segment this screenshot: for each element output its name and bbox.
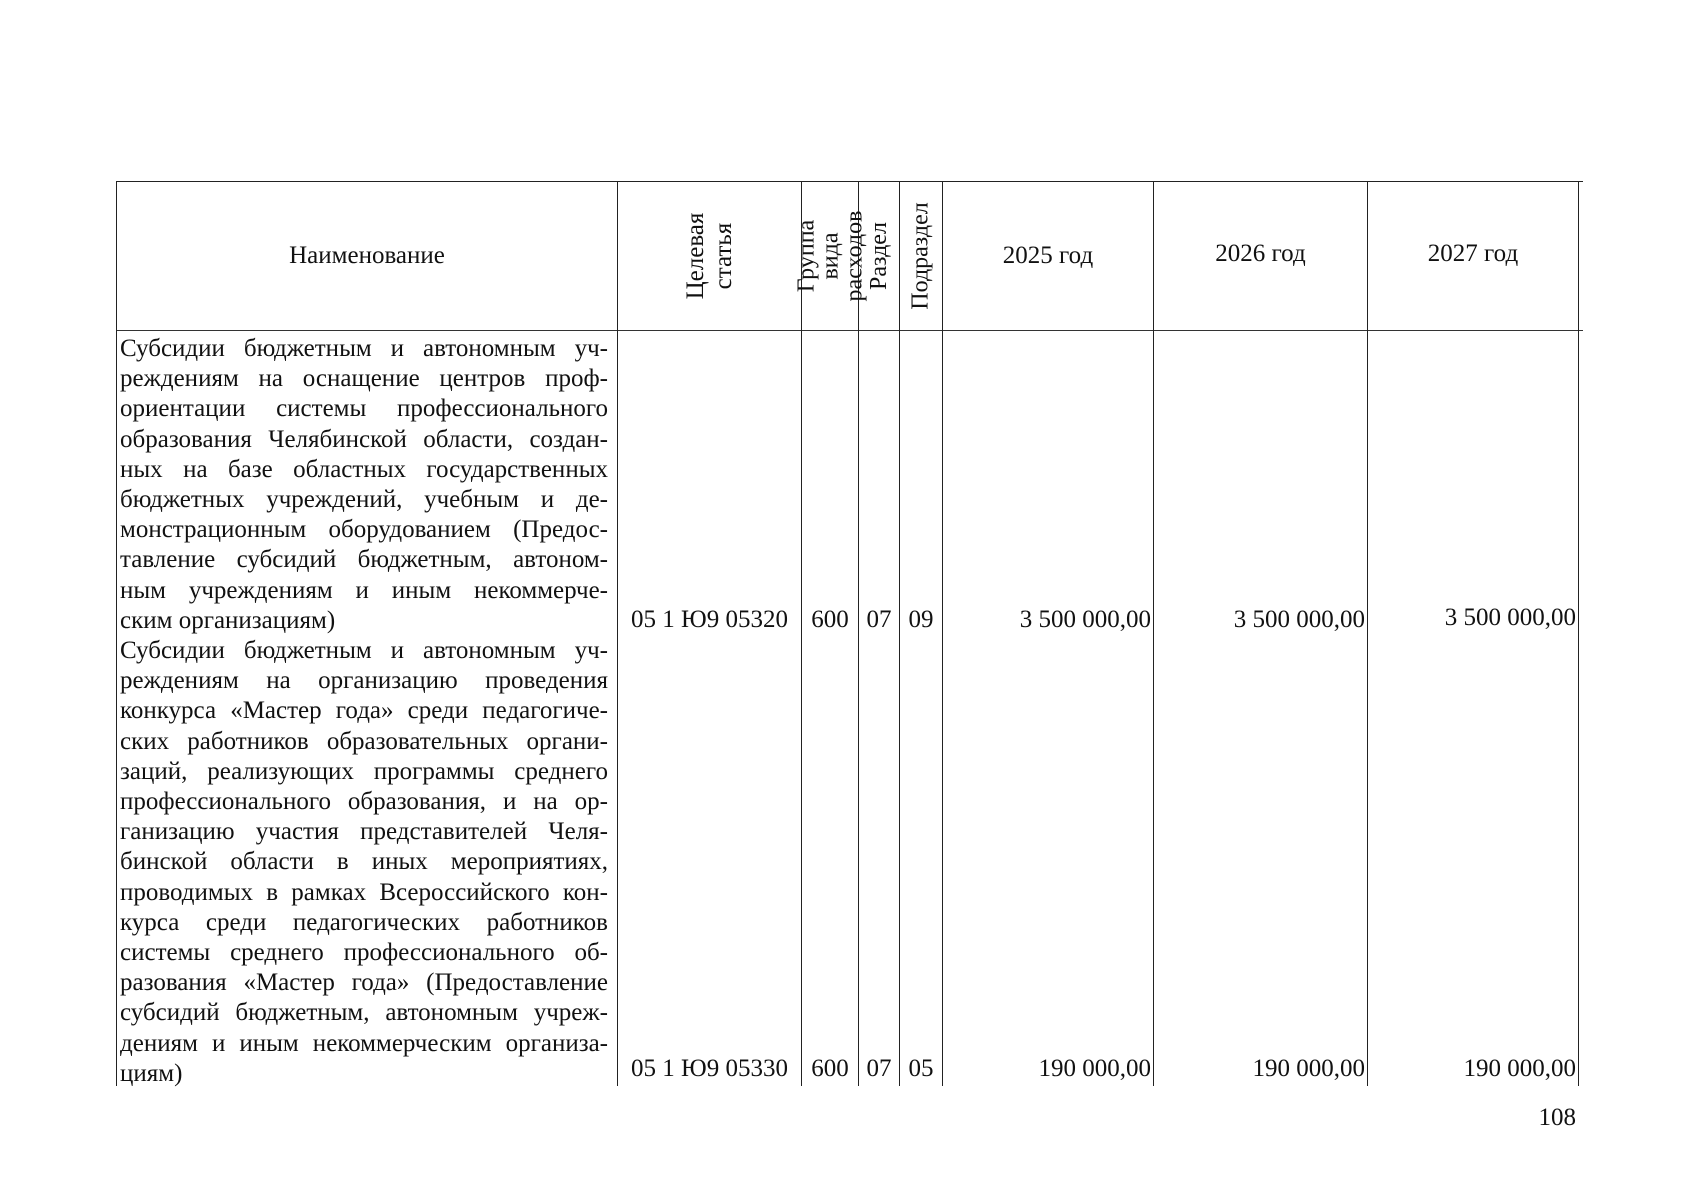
row-2-2026: 190 000,00	[1252, 1055, 1365, 1082]
row-2-2025: 190 000,00	[1038, 1055, 1151, 1082]
header-expense-group: Группа вида расходов	[793, 210, 868, 302]
row-1-2026: 3 500 000,00	[1233, 606, 1365, 633]
header-section: Раздел	[866, 222, 893, 290]
row-1-target-article: 05 1 Ю9 05320	[631, 606, 788, 633]
row-1-name-line: ским организациям)	[120, 606, 336, 634]
row-2-name-line: разования «Мастер года» (Предоставление	[120, 969, 608, 997]
row-1-name-line: ориентации системы профессионального	[120, 395, 608, 423]
header-2025: 2025 год	[1002, 242, 1094, 269]
row-2-name-line: бинской области в иных мероприятиях,	[120, 848, 608, 876]
row-2-name-line: ганизацию участия представителей Челя-	[120, 818, 608, 846]
row-1-name-line: образования Челябинской области, создан-	[120, 425, 608, 453]
row-2-name-line: проводимых в рамках Всероссийского кон-	[120, 878, 608, 906]
row-1-section: 07	[866, 606, 892, 633]
row-2-name-line: системы среднего профессионального об-	[120, 939, 608, 967]
header-subsection: Подраздел	[908, 202, 935, 310]
row-1-name-line: тавление субсидий бюджетным, автоном-	[120, 546, 608, 574]
row-1-name-line: ным учреждениям и иным некоммерче-	[120, 576, 608, 604]
row-1-expense-group: 600	[811, 606, 849, 633]
row-1-2027: 3 500 000,00	[1444, 604, 1576, 631]
row-2-section: 07	[866, 1055, 892, 1082]
header-subsection-cell	[900, 182, 942, 330]
table-right-border	[1578, 181, 1579, 1086]
row-1-2025: 3 500 000,00	[1019, 606, 1151, 633]
row-2-name-line: Субсидии бюджетным и автономным уч-	[120, 637, 608, 664]
row-1-name-line: монстрационным оборудованием (Предос-	[120, 516, 608, 544]
col-divider-2026	[1367, 181, 1368, 1086]
row-1-name-line: реждениям на оснащение центров проф-	[120, 365, 608, 393]
header-name: Наименование	[289, 242, 445, 269]
row-1-name-line: Субсидии бюджетным и автономным уч-	[120, 335, 608, 362]
header-2027: 2027 год	[1427, 240, 1519, 267]
header-2026: 2026 год	[1215, 240, 1306, 267]
row-2-name-line: субсидий бюджетным, автономным учреж-	[120, 999, 608, 1027]
row-2-name-line: циям)	[120, 1059, 183, 1087]
row-2-name-line: реждениям на организацию проведения	[120, 667, 608, 695]
row-2-2027: 190 000,00	[1463, 1055, 1576, 1082]
row-2-name-line: профессионального образования, и на ор-	[120, 788, 608, 816]
row-2-name-line: ских работников образовательных органи-	[120, 727, 608, 755]
row-2-name-line: курса среди педагогических работников	[120, 908, 608, 936]
header-target-article-cell	[618, 182, 801, 330]
header-expense-group-cell	[793, 182, 868, 330]
row-2-subsection: 05	[908, 1055, 934, 1082]
row-2-expense-group: 600	[811, 1055, 849, 1082]
header-bottom-border	[117, 330, 1583, 331]
table-left-border	[116, 181, 117, 1086]
row-2-target-article: 05 1 Ю9 05330	[631, 1055, 788, 1082]
row-2-name-line: дениям и иным некоммерческим организа-	[120, 1029, 608, 1057]
header-section-cell	[859, 182, 899, 330]
header-target-article: Целевая статья	[681, 212, 737, 300]
row-2-name-line: заций, реализующих программы среднего	[120, 757, 608, 785]
row-2-name-line: конкурса «Мастер года» среди педагогиче-	[120, 697, 608, 725]
row-1-name-line: бюджетных учреждений, учебным и де-	[120, 486, 608, 514]
row-1-name	[120, 334, 608, 636]
row-1-subsection: 09	[908, 606, 934, 633]
page-number: 108	[1538, 1104, 1576, 1131]
row-2-name	[120, 636, 608, 1089]
row-1-name-line: ных на базе областных государственных	[120, 455, 608, 483]
